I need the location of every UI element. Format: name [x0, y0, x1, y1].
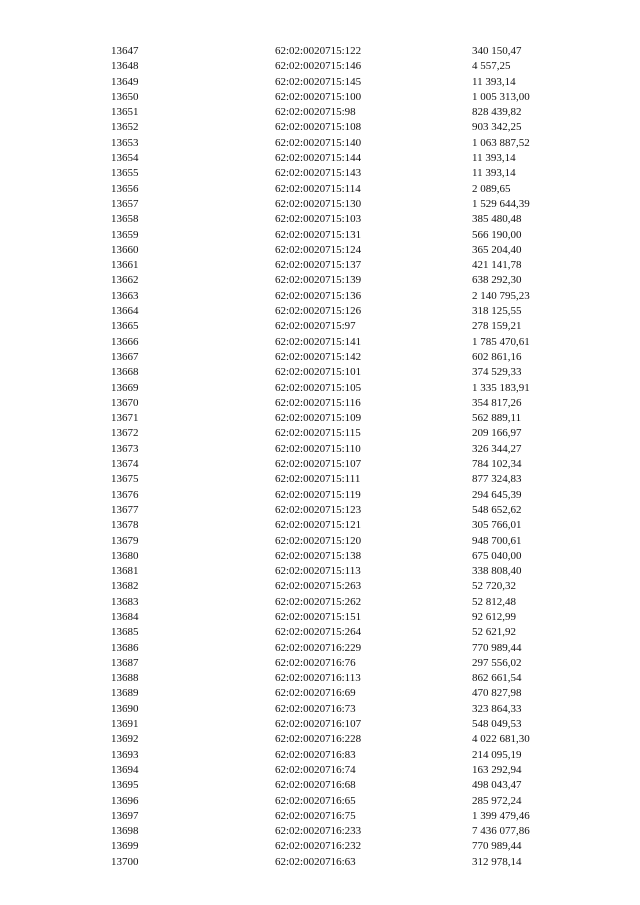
cadastral-value: 52 812,48 [472, 595, 516, 608]
table-row [111, 396, 591, 411]
row-number: 13676 [111, 488, 139, 501]
cadastral-value: 312 978,14 [472, 855, 522, 868]
cadastral-value: 7 436 077,86 [472, 825, 530, 838]
row-number: 13697 [111, 809, 139, 822]
cadastral-value: 2 140 795,23 [472, 289, 530, 302]
cadastral-number: 62:02:0020715:142 [275, 350, 362, 363]
cadastral-value: 675 040,00 [472, 549, 522, 562]
cadastral-value: 548 652,62 [472, 503, 522, 516]
table-row [111, 44, 591, 59]
row-number: 13675 [111, 473, 139, 486]
row-number: 13667 [111, 350, 139, 363]
cadastral-number: 62:02:0020715:130 [275, 197, 362, 210]
cadastral-number: 62:02:0020716:232 [275, 840, 362, 853]
cadastral-number: 62:02:0020715:108 [275, 121, 362, 134]
cadastral-number: 62:02:0020716:75 [275, 809, 356, 822]
row-number: 13699 [111, 840, 139, 853]
table-row [111, 166, 591, 181]
cadastral-value: 294 645,39 [472, 488, 522, 501]
row-number: 13679 [111, 534, 139, 547]
row-number: 13654 [111, 152, 139, 165]
cadastral-number: 62:02:0020715:137 [275, 259, 362, 272]
cadastral-number: 62:02:0020715:101 [275, 366, 362, 379]
cadastral-number: 62:02:0020716:68 [275, 779, 356, 792]
row-number: 13668 [111, 366, 139, 379]
table-row [111, 518, 591, 533]
cadastral-value: 1 785 470,61 [472, 335, 530, 348]
cadastral-number: 62:02:0020715:140 [275, 136, 362, 149]
cadastral-number: 62:02:0020715:131 [275, 228, 362, 241]
cadastral-number: 62:02:0020715:151 [275, 610, 362, 623]
row-number: 13662 [111, 274, 139, 287]
table-row [111, 457, 591, 472]
cadastral-number: 62:02:0020715:136 [275, 289, 362, 302]
row-number: 13665 [111, 320, 139, 333]
cadastral-number: 62:02:0020716:83 [275, 748, 356, 761]
table-row [111, 656, 591, 671]
row-number: 13700 [111, 855, 139, 868]
cadastral-number: 62:02:0020715:263 [275, 580, 362, 593]
row-number: 13684 [111, 610, 139, 623]
cadastral-value: 11 393,14 [472, 152, 516, 165]
cadastral-number: 62:02:0020715:110 [275, 442, 361, 455]
cadastral-value: 421 141,78 [472, 259, 522, 272]
row-number: 13647 [111, 45, 139, 57]
table-row [111, 717, 591, 732]
cadastral-number: 62:02:0020715:100 [275, 90, 362, 103]
table-row [111, 732, 591, 747]
cadastral-number: 62:02:0020715:105 [275, 381, 362, 394]
cadastral-number: 62:02:0020715:114 [275, 182, 361, 195]
cadastral-number: 62:02:0020716:76 [275, 656, 356, 669]
table-row [111, 488, 591, 503]
table-row [111, 564, 591, 579]
row-number: 13671 [111, 412, 139, 425]
table-row [111, 182, 591, 197]
cadastral-number: 62:02:0020716:113 [275, 672, 361, 685]
cadastral-value: 1 335 183,91 [472, 381, 530, 394]
cadastral-number: 62:02:0020716:73 [275, 702, 356, 715]
row-number: 13696 [111, 794, 139, 807]
table-row [111, 365, 591, 380]
cadastral-value: 338 808,40 [472, 565, 522, 578]
cadastral-value: 340 150,47 [472, 45, 522, 57]
cadastral-number: 62:02:0020715:124 [275, 243, 362, 256]
cadastral-number: 62:02:0020715:115 [275, 427, 361, 440]
row-number: 13681 [111, 565, 139, 578]
row-number: 13678 [111, 519, 139, 532]
table-row [111, 442, 591, 457]
row-number: 13698 [111, 825, 139, 838]
row-number: 13688 [111, 672, 139, 685]
table-row [111, 641, 591, 656]
row-number: 13649 [111, 75, 139, 88]
row-number: 13694 [111, 763, 139, 776]
row-number: 13664 [111, 305, 139, 318]
row-number: 13651 [111, 106, 139, 119]
cadastral-value: 862 661,54 [472, 672, 522, 685]
row-number: 13690 [111, 702, 139, 715]
table-row [111, 120, 591, 135]
cadastral-number: 62:02:0020715:264 [275, 626, 362, 639]
cadastral-number: 62:02:0020715:139 [275, 274, 362, 287]
row-number: 13663 [111, 289, 139, 302]
row-number: 13685 [111, 626, 139, 639]
table-row [111, 197, 591, 212]
cadastral-value: 278 159,21 [472, 320, 522, 333]
cadastral-value: 385 480,48 [472, 213, 522, 226]
cadastral-value: 354 817,26 [472, 396, 522, 409]
cadastral-value: 498 043,47 [472, 779, 522, 792]
row-number: 13687 [111, 656, 139, 669]
cadastral-number: 62:02:0020715:141 [275, 335, 362, 348]
cadastral-value-table [111, 44, 591, 870]
cadastral-number: 62:02:0020715:97 [275, 320, 356, 333]
row-number: 13661 [111, 259, 139, 272]
row-number: 13659 [111, 228, 139, 241]
table-row [111, 794, 591, 809]
cadastral-number: 62:02:0020715:98 [275, 106, 356, 119]
row-number: 13655 [111, 167, 139, 180]
row-number: 13686 [111, 641, 139, 654]
row-number: 13691 [111, 718, 139, 731]
row-number: 13673 [111, 442, 139, 455]
row-number: 13666 [111, 335, 139, 348]
cadastral-value: 52 621,92 [472, 626, 516, 639]
cadastral-number: 62:02:0020715:111 [275, 473, 361, 486]
cadastral-value: 784 102,34 [472, 458, 522, 471]
row-number: 13695 [111, 779, 139, 792]
cadastral-value: 365 204,40 [472, 243, 522, 256]
table-row [111, 702, 591, 717]
cadastral-number: 62:02:0020716:74 [275, 763, 356, 776]
cadastral-number: 62:02:0020716:65 [275, 794, 356, 807]
cadastral-value: 903 342,25 [472, 121, 522, 134]
table-row [111, 243, 591, 258]
cadastral-number: 62:02:0020715:144 [275, 152, 362, 165]
cadastral-value: 1 005 313,00 [472, 90, 530, 103]
cadastral-value: 323 864,33 [472, 702, 522, 715]
cadastral-number: 62:02:0020716:229 [275, 641, 362, 654]
cadastral-number: 62:02:0020715:123 [275, 503, 362, 516]
row-number: 13680 [111, 549, 139, 562]
table-row [111, 228, 591, 243]
table-row [111, 90, 591, 105]
cadastral-number: 62:02:0020716:63 [275, 855, 356, 868]
cadastral-value: 562 889,11 [472, 412, 522, 425]
table-row [111, 549, 591, 564]
cadastral-number: 62:02:0020715:138 [275, 549, 362, 562]
cadastral-value: 52 720,32 [472, 580, 516, 593]
cadastral-value: 92 612,99 [472, 610, 516, 623]
cadastral-value: 4 022 681,30 [472, 733, 530, 746]
cadastral-value: 1 063 887,52 [472, 136, 530, 149]
row-number: 13670 [111, 396, 139, 409]
table-row [111, 350, 591, 365]
cadastral-number: 62:02:0020716:233 [275, 825, 362, 838]
table-row [111, 686, 591, 701]
table-row [111, 426, 591, 441]
cadastral-value: 326 344,27 [472, 442, 522, 455]
table-row [111, 503, 591, 518]
table-row [111, 778, 591, 793]
cadastral-number: 62:02:0020715:103 [275, 213, 362, 226]
table-row [111, 824, 591, 839]
row-number: 13693 [111, 748, 139, 761]
row-number: 13658 [111, 213, 139, 226]
cadastral-value: 2 089,65 [472, 182, 511, 195]
cadastral-value: 305 766,01 [472, 519, 522, 532]
cadastral-value: 297 556,02 [472, 656, 522, 669]
row-number: 13692 [111, 733, 139, 746]
cadastral-value: 214 095,19 [472, 748, 522, 761]
cadastral-number: 62:02:0020715:120 [275, 534, 362, 547]
table-row [111, 381, 591, 396]
row-number: 13652 [111, 121, 139, 134]
cadastral-value: 1 529 644,39 [472, 197, 530, 210]
table-row [111, 212, 591, 227]
table-row [111, 59, 591, 74]
cadastral-number: 62:02:0020715:122 [275, 45, 362, 57]
table-row [111, 289, 591, 304]
cadastral-value: 770 989,44 [472, 641, 522, 654]
cadastral-value: 602 861,16 [472, 350, 522, 363]
table-row [111, 748, 591, 763]
table-row [111, 809, 591, 824]
row-number: 13677 [111, 503, 139, 516]
row-number: 13669 [111, 381, 139, 394]
cadastral-number: 62:02:0020716:228 [275, 733, 362, 746]
table-row [111, 304, 591, 319]
row-number: 13672 [111, 427, 139, 440]
cadastral-number: 62:02:0020715:143 [275, 167, 362, 180]
table-row [111, 273, 591, 288]
cadastral-value: 4 557,25 [472, 60, 511, 73]
table-row [111, 75, 591, 90]
table-row [111, 105, 591, 120]
row-number: 13653 [111, 136, 139, 149]
cadastral-number: 62:02:0020715:121 [275, 519, 362, 532]
table-row [111, 763, 591, 778]
cadastral-value: 209 166,97 [472, 427, 522, 440]
cadastral-number: 62:02:0020715:262 [275, 595, 362, 608]
cadastral-value: 828 439,82 [472, 106, 522, 119]
table-row [111, 151, 591, 166]
cadastral-value: 548 049,53 [472, 718, 522, 731]
cadastral-number: 62:02:0020715:113 [275, 565, 361, 578]
table-row [111, 625, 591, 640]
table-row [111, 839, 591, 854]
cadastral-number: 62:02:0020715:109 [275, 412, 362, 425]
row-number: 13650 [111, 90, 139, 103]
table-row [111, 610, 591, 625]
table-row [111, 671, 591, 686]
table-row [111, 258, 591, 273]
cadastral-value: 770 989,44 [472, 840, 522, 853]
table-row [111, 579, 591, 594]
row-number: 13657 [111, 197, 139, 210]
cadastral-number: 62:02:0020715:116 [275, 396, 361, 409]
cadastral-number: 62:02:0020716:69 [275, 687, 356, 700]
table-row [111, 335, 591, 350]
row-number: 13648 [111, 60, 139, 73]
table-row [111, 319, 591, 334]
cadastral-number: 62:02:0020715:146 [275, 60, 362, 73]
cadastral-number: 62:02:0020715:126 [275, 305, 362, 318]
row-number: 13689 [111, 687, 139, 700]
cadastral-value: 285 972,24 [472, 794, 522, 807]
cadastral-value: 11 393,14 [472, 167, 516, 180]
table-row [111, 136, 591, 151]
table-row [111, 472, 591, 487]
table-row [111, 595, 591, 610]
table-row [111, 855, 591, 870]
cadastral-value: 163 292,94 [472, 763, 522, 776]
row-number: 13682 [111, 580, 139, 593]
row-number: 13656 [111, 182, 139, 195]
table-row [111, 411, 591, 426]
cadastral-value: 566 190,00 [472, 228, 522, 241]
cadastral-number: 62:02:0020715:107 [275, 458, 362, 471]
cadastral-value: 374 529,33 [472, 366, 522, 379]
row-number: 13683 [111, 595, 139, 608]
cadastral-value: 877 324,83 [472, 473, 522, 486]
cadastral-value: 11 393,14 [472, 75, 516, 88]
cadastral-value: 470 827,98 [472, 687, 522, 700]
cadastral-value: 318 125,55 [472, 305, 522, 318]
cadastral-number: 62:02:0020716:107 [275, 718, 362, 731]
cadastral-value: 1 399 479,46 [472, 809, 530, 822]
cadastral-number: 62:02:0020715:145 [275, 75, 362, 88]
table-row [111, 534, 591, 549]
row-number: 13660 [111, 243, 139, 256]
cadastral-number: 62:02:0020715:119 [275, 488, 361, 501]
cadastral-value: 638 292,30 [472, 274, 522, 287]
cadastral-value: 948 700,61 [472, 534, 522, 547]
row-number: 13674 [111, 458, 139, 471]
